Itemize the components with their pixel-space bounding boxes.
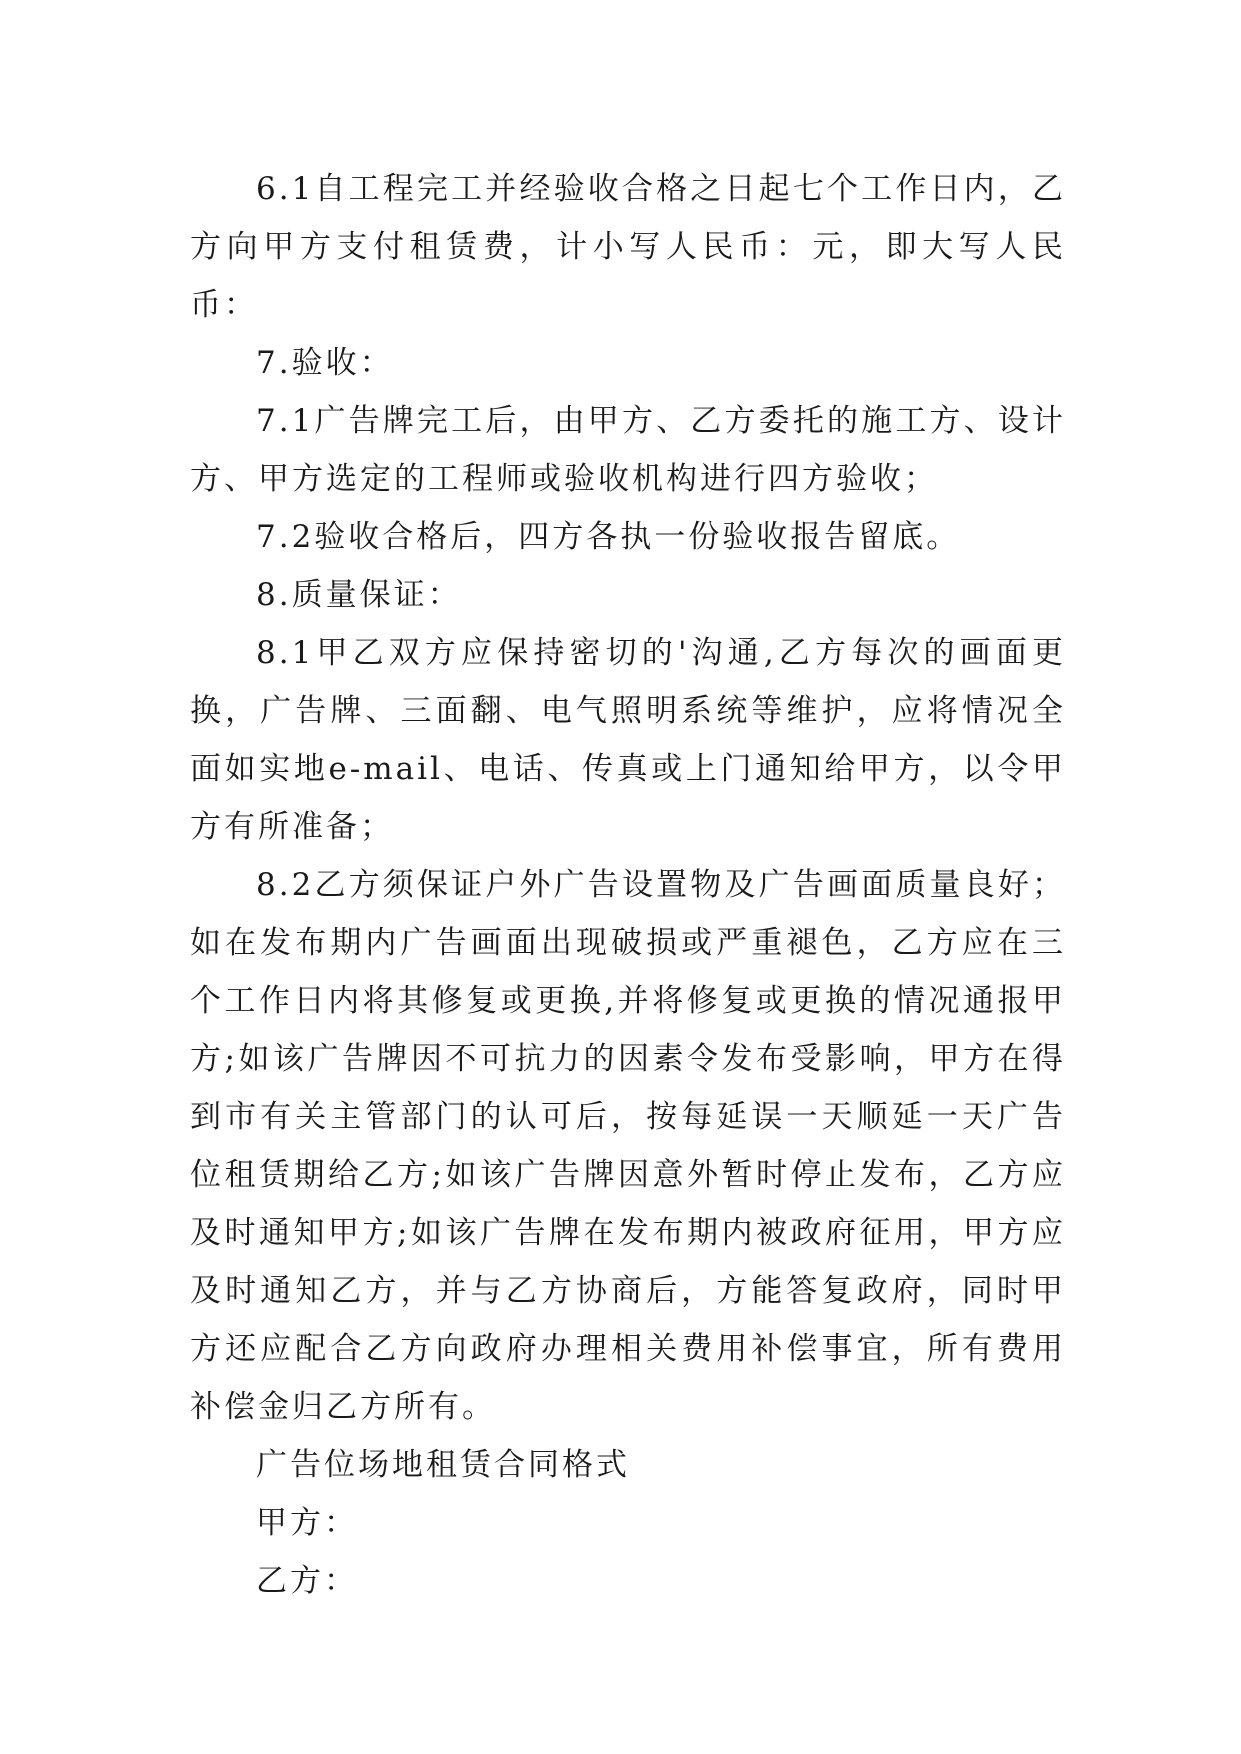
clause-8-1: 8.1甲乙双方应保持密切的'沟通,乙方每次的画面更换，广告牌、三面翻、电气照明系统等维护，应将情况全面如实地e-mail、电话、传真或上门通知给甲方，以令甲方有所准备；: [190, 635, 1066, 845]
party-b-label: 乙方：: [256, 1563, 358, 1599]
clause-7-2: 7.2验收合格后，四方各执一份验收报告留底。: [256, 519, 961, 555]
clause-8-2: 8.2乙方须保证户外广告设置物及广告画面质量良好；如在发布期内广告画面出现破损或严重褪色，乙方应在三个工作日内将其修复或更换,并将修复或更换的情况通报甲方;如该广告牌因不可抗力的因素令发布受影响，甲方在得到市有关主管部门的认可后，按每延误一天顺延一天广告位租赁期给乙方;如该广告牌因意外暂时停止发布，乙方应及时通知甲方;如该广告牌在发布期内被政府征用，甲方应及时通知乙方，并与乙方协商后，方能答复政府，同时甲方还应配合乙方向政府办理相关费用补偿事宜，所有费用补偿金归乙方所有。: [190, 867, 1066, 1425]
section-8-heading: 8.质量保证：: [256, 577, 462, 613]
clause-6-1: 6.1自工程完工并经验收合格之日起七个工作日内，乙方向甲方支付租赁费，计小写人民币：元，即大写人民币：: [190, 171, 1066, 323]
clause-7-1: 7.1广告牌完工后，由甲方、乙方委托的施工方、设计方、甲方选定的工程师或验收机构进行四方验收；: [190, 403, 1066, 497]
document-body: [190, 160, 1066, 1610]
contract-format-title: 广告位场地租赁合同格式: [256, 1447, 630, 1483]
party-a-label: 甲方：: [256, 1505, 358, 1541]
section-7-heading: 7.验收：: [256, 345, 394, 381]
